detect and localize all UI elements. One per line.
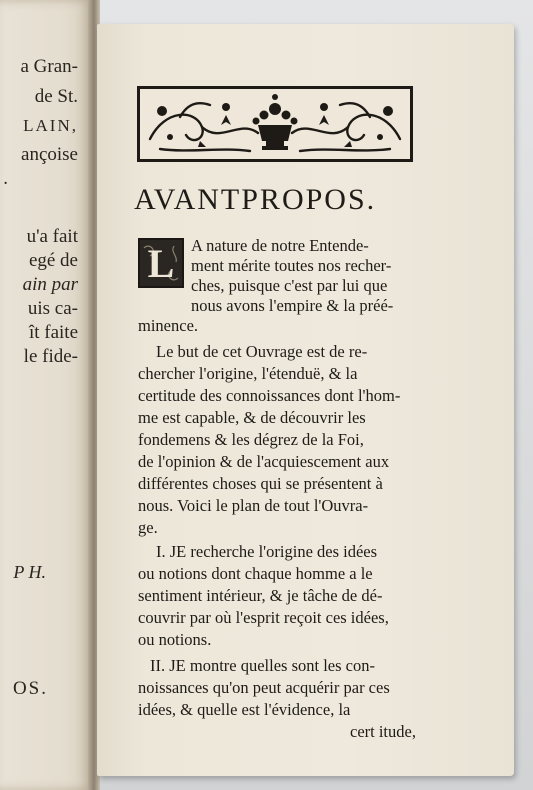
- left-page-line: ançoise: [21, 144, 78, 165]
- text-line: I. JE recherche l'origine des idées: [156, 542, 378, 561]
- text-line: certitude des connoissances dont l'hom-: [138, 386, 401, 405]
- left-page-line: OS.: [12, 678, 48, 699]
- left-page-line: .: [3, 168, 8, 189]
- text-line: chercher l'origine, l'étenduë, & la: [138, 364, 358, 383]
- catchword: cert itude,: [350, 722, 416, 741]
- left-page-line: P H.: [13, 562, 46, 582]
- text-line: différentes choses qui se présentent à: [138, 474, 383, 493]
- left-page-line: LAIN,: [23, 116, 78, 135]
- text-line: II. JE montre quelles sont les con-: [150, 656, 375, 675]
- left-page-line: ain par: [22, 274, 78, 295]
- left-page-line: de St.: [34, 86, 78, 107]
- left-page-line: ît faite: [28, 322, 78, 343]
- drop-cap-letter: L: [147, 241, 175, 286]
- text-line: ou notions dont chaque homme a le: [138, 564, 373, 583]
- text-line: de l'opinion & de l'acquiescement aux: [138, 452, 390, 471]
- left-page-line: uis ca-: [27, 298, 78, 319]
- text-line: idées, & quelle est l'évidence, la: [138, 700, 351, 719]
- text-line: sentiment intérieur, & je tâche de dé-: [138, 586, 383, 605]
- text-line: ou notions.: [138, 630, 212, 649]
- page-title: AVANTPROPOS.: [134, 183, 377, 216]
- left-facing-page: [0, 0, 92, 790]
- text-line: ge.: [138, 518, 158, 537]
- decorated-drop-cap-icon: [138, 238, 184, 288]
- left-page-line: egé de: [28, 250, 78, 271]
- text-line: me est capable, & de découvrir les: [138, 408, 366, 427]
- text-line: ment mérite toutes nos recher-: [191, 256, 392, 275]
- left-page-line: le fide-: [23, 346, 78, 367]
- floral-ornament-headpiece-icon: [137, 86, 413, 162]
- text-line: Le but de cet Ouvrage est de re-: [156, 342, 368, 361]
- text-line: nous. Voici le plan de tout l'Ouvra-: [138, 496, 369, 515]
- text-line: minence.: [138, 316, 199, 335]
- text-line: ches, puisque c'est par lui que: [191, 276, 388, 295]
- text-line: noissances qu'on peut acquérir par ces: [138, 678, 390, 697]
- text-line: nous avons l'empire & la préé-: [191, 296, 394, 315]
- left-page-line: u'a fait: [26, 226, 78, 247]
- text-line: fondemens & les dégrez de la Foi,: [138, 430, 364, 449]
- left-page-line: a Gran-: [20, 56, 78, 77]
- text-line: couvrir par où l'esprit reçoit ces idées,: [138, 608, 389, 627]
- text-line: A nature de notre Entende-: [191, 236, 369, 255]
